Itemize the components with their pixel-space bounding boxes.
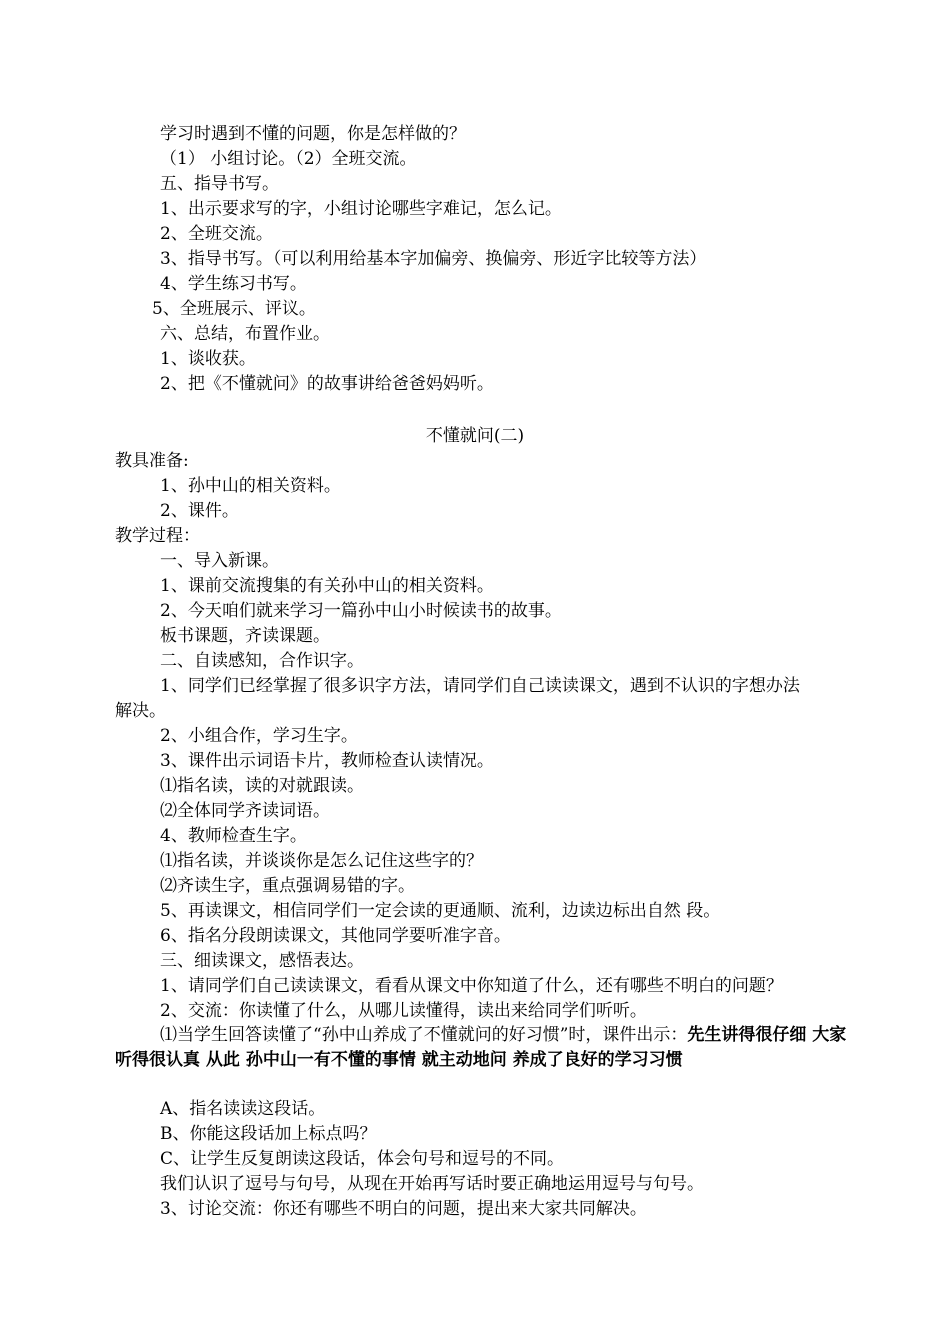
section-heading: 三、细读课文，感悟表达。 <box>160 951 364 971</box>
paragraph-courseware <box>115 1023 860 1073</box>
text-line: 学习时遇到不懂的问题，你是怎样做的？ <box>160 124 466 144</box>
text-line: 4、学生练习书写。 <box>160 274 307 294</box>
text-line: C、让学生反复朗读这段话，体会句号和逗号的不同。 <box>160 1149 565 1169</box>
text-line: 解决。 <box>115 701 166 721</box>
heading-process: 教学过程： <box>115 526 200 546</box>
text-line: 4、教师检查生字。 <box>160 826 307 846</box>
text-line: （1） 小组讨论。（2）全班交流。 <box>160 149 417 169</box>
text-line: 1、出示要求写的字，小组讨论哪些字难记，怎么记。 <box>160 199 562 219</box>
text-line: 2、今天咱们就来学习一篇孙中山小时候读书的故事。 <box>160 601 562 621</box>
heading-materials: 教具准备: <box>115 451 189 471</box>
text-line: 1、谈收获。 <box>160 349 256 369</box>
text-line: 1、同学们已经掌握了很多识字方法，请同学们自己读读课文，遇到不认识的字想办法 <box>160 676 800 696</box>
text-line: ⑵齐读生字，重点强调易错的字。 <box>160 876 415 896</box>
text-line: 3、课件出示词语卡片，教师检查认读情况。 <box>160 751 494 771</box>
section-heading: 五、指导书写。 <box>160 174 279 194</box>
text-line: 我们认识了逗号与句号，从现在开始再写话时要正确地运用逗号与句号。 <box>160 1174 704 1194</box>
text-line: 2、小组合作，学习生字。 <box>160 726 358 746</box>
text-line: 5、再读课文，相信同学们一定会读的更通顺、流利，边读边标出自然 段。 <box>160 901 721 921</box>
section-heading: 一、导入新课。 <box>160 551 279 571</box>
text-line: ⑴指名读，读的对就跟读。 <box>160 776 364 796</box>
section-heading: 六、总结，布置作业。 <box>160 324 330 344</box>
text-line: 1、孙中山的相关资料。 <box>160 476 341 496</box>
section-heading: 二、自读感知，合作识字。 <box>160 651 364 671</box>
text-line: B、你能这段话加上标点吗？ <box>160 1124 377 1144</box>
text-line: 5、全班展示、评议。 <box>152 299 316 319</box>
text-line: 3、指导书写。（可以利用给基本字加偏旁、换偏旁、形近字比较等方法） <box>160 249 707 269</box>
text-line: ⑵全体同学齐读词语。 <box>160 801 330 821</box>
courseware-bold-text: 先生讲得很仔细 大家听得很认真 从此 孙中山一有不懂的事情 就主动地问 养成了良好的学习习惯 <box>115 1025 847 1070</box>
text-line: 板书课题，齐读课题。 <box>160 626 330 646</box>
text-line: ⑴指名读，并谈谈你是怎么记住这些字的？ <box>160 851 483 871</box>
text-line: 2、全班交流。 <box>160 224 273 244</box>
text-line: 1、课前交流搜集的有关孙中山的相关资料。 <box>160 576 494 596</box>
paragraph-lead: ⑴当学生回答读懂了“孙中山养成了不懂就问的好习惯”时，课件出示： <box>160 1025 688 1045</box>
text-line: A、指名读读这段话。 <box>160 1099 326 1119</box>
text-line: 2、把《不懂就问》的故事讲给爸爸妈妈听。 <box>160 374 494 394</box>
lesson-title: 不懂就问(二) <box>425 426 525 446</box>
text-line: 2、课件。 <box>160 501 239 521</box>
text-line: 3、讨论交流：你还有哪些不明白的问题，提出来大家共同解决。 <box>160 1199 647 1219</box>
text-line: 6、指名分段朗读课文，其他同学要听准字音。 <box>160 926 511 946</box>
text-line: 1、请同学们自己读读课文，看看从课文中你知道了什么，还有哪些不明白的问题？ <box>160 976 783 996</box>
text-line: 2、交流：你读懂了什么，从哪儿读懂得，读出来给同学们听听。 <box>160 1001 647 1021</box>
